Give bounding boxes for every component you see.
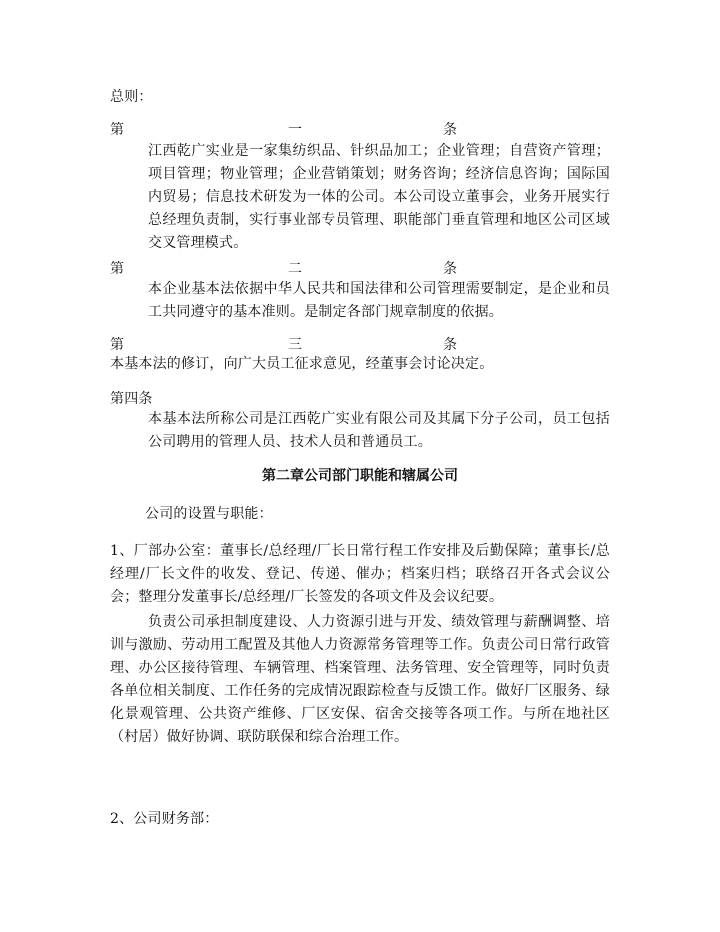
article-1-suffix: 条: [443, 122, 457, 138]
section-1-title-paragraph: 1、厂部办公室：董事长/总经理/厂长日常行程工作安排及后勤保障；董事长/总经理/厂长文件的收发、登记、传递、催办；档案归档；联络召开各式会议公会；整理分发董事长/总经理/厂长签发的各项文件及会议纪要。: [110, 543, 610, 605]
article-4-heading: 第四条: [110, 391, 153, 407]
article-2-number: 二: [288, 261, 302, 277]
chapter-title: 第二章公司部门职能和辖属公司: [262, 468, 458, 484]
article-1-body: 江西乾广实业是一家集纺织品、针织品加工；企业管理；自营资产管理；项目管理；物业管理；企业营销策划；财务咨询；经济信息咨询；国际国内贸易；信息技术研发为一体的公司。本公司设立董事会，业务开展实行总经理负责制，实行事业部专员管理、职能部门垂直管理和地区公司区域交叉管理模式。: [148, 143, 610, 251]
setup-intro: 公司的设置与职能：: [145, 506, 273, 522]
article-4-body: 本基本法所称公司是江西乾广实业有限公司及其属下分子公司，员工包括公司聘用的管理人员、技术人员和普通员工。: [148, 411, 610, 450]
section-2-title: 2、公司财务部：: [110, 811, 219, 827]
general-title: 总则：: [110, 89, 153, 105]
article-2-prefix: 第: [110, 261, 124, 277]
section-1-detail-paragraph: 负责公司承担制度建设、人力资源引进与开发、绩效管理与薪酬调整、培训与激励、劳动用工配置及其他人力资源常务管理等工作。负责公司日常行政管理、办公区接待管理、车辆管理、档案管理、法务管理、安全管理等，同时负责各单位相关制度、工作任务的完成情况跟踪检查与反馈工作。做好厂区服务、绿化景观管理、公共资产维修、厂区安保、宿舍交接等各项工作。与所在地社区（村居）做好协调、联防联保和综合治理工作。: [110, 614, 610, 745]
article-3-body: 本基本法的修订，向广大员工征求意见，经董事会讨论决定。: [110, 356, 494, 372]
article-3-heading: [110, 335, 600, 355]
article-3-number: 三: [288, 337, 302, 353]
article-2-body: 本企业基本法依据中华人民共和国法律和公司管理需要制定，是企业和员工共同遵守的基本准则。是制定各部门规章制度的依据。: [148, 281, 610, 320]
article-2-heading: [110, 259, 600, 279]
article-1-heading: [110, 120, 600, 140]
article-1-prefix: 第: [110, 122, 124, 138]
article-1-number: 一: [288, 122, 302, 138]
article-3-suffix: 条: [443, 337, 457, 353]
article-2-suffix: 条: [443, 261, 457, 277]
article-3-prefix: 第: [110, 337, 124, 353]
